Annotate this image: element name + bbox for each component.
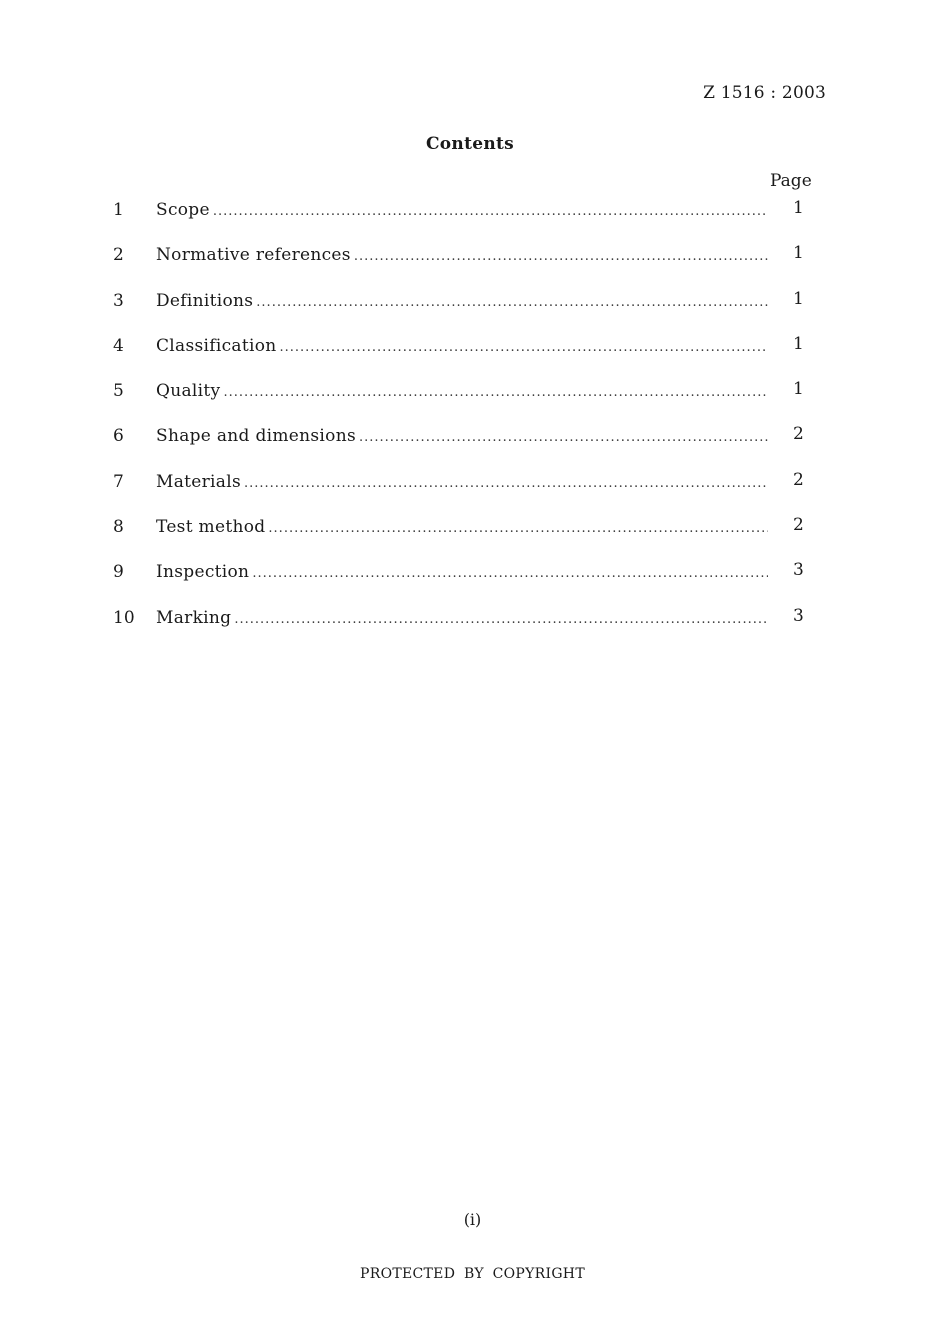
- toc-entry-title: Quality: [156, 381, 221, 402]
- document-id: Z 1516 : 2003: [703, 83, 826, 103]
- toc-entry-title: Test method: [156, 517, 266, 538]
- toc-entry[interactable]: [113, 241, 813, 286]
- toc-entry-number: 2: [113, 245, 124, 266]
- toc-entry-number: 6: [113, 426, 124, 447]
- toc-entry-title: Marking: [156, 607, 232, 628]
- toc-entry-number: 3: [113, 290, 124, 311]
- toc-entry-title: Normative references: [156, 245, 351, 266]
- toc-entry[interactable]: [113, 558, 813, 603]
- toc-entry-page: 1: [793, 198, 804, 218]
- toc-entry-title: Scope: [156, 200, 210, 220]
- toc-entry-page: 2: [793, 515, 804, 536]
- toc-entry[interactable]: [113, 468, 813, 513]
- toc-entry[interactable]: [113, 287, 813, 332]
- toc-entry-title: Classification: [156, 335, 277, 356]
- toc-entry-page: 1: [793, 333, 804, 354]
- toc-entry[interactable]: [113, 196, 813, 241]
- toc-entry-title: Shape and dimensions: [156, 426, 356, 447]
- page-column-label: Page: [770, 171, 812, 191]
- toc-entry-number: 8: [113, 517, 124, 538]
- toc-entry-number: 7: [113, 471, 124, 492]
- toc-entry-page: 2: [793, 424, 804, 445]
- dot-leader: [359, 430, 768, 445]
- toc-entry-number: 1: [113, 200, 124, 220]
- page-title: Contents: [425, 134, 515, 154]
- toc-entry[interactable]: [113, 377, 813, 422]
- toc-entry-page: 3: [793, 605, 804, 626]
- dot-leader: [256, 295, 768, 310]
- page-folio: (i): [463, 1210, 482, 1229]
- toc-entry-title: Inspection: [156, 562, 250, 583]
- toc-entry[interactable]: [113, 604, 813, 649]
- copyright-notice: PROTECTED BY COPYRIGHT: [360, 1266, 585, 1282]
- toc-entry-number: 5: [113, 381, 124, 402]
- toc-entry-page: 1: [793, 379, 804, 400]
- toc-entry[interactable]: [113, 332, 813, 377]
- toc-entry[interactable]: [113, 422, 813, 467]
- toc-entry-page: 1: [793, 243, 804, 264]
- toc-entry-page: 2: [793, 469, 804, 490]
- dot-leader: [213, 204, 768, 219]
- dot-leader: [252, 566, 768, 581]
- toc-entry-page: 1: [793, 288, 804, 309]
- dot-leader: [354, 249, 768, 264]
- toc-entry-number: 10: [113, 607, 135, 628]
- dot-leader: [234, 612, 768, 627]
- toc-entry-title: Definitions: [156, 290, 254, 311]
- table-of-contents: [113, 196, 813, 649]
- toc-entry-page: 3: [793, 560, 804, 581]
- dot-leader: [268, 521, 768, 536]
- toc-entry[interactable]: [113, 513, 813, 558]
- toc-entry-number: 9: [113, 562, 124, 583]
- dot-leader: [280, 340, 768, 355]
- toc-entry-number: 4: [113, 335, 124, 356]
- toc-entry-title: Materials: [156, 471, 241, 492]
- dot-leader: [223, 385, 768, 400]
- dot-leader: [244, 476, 768, 491]
